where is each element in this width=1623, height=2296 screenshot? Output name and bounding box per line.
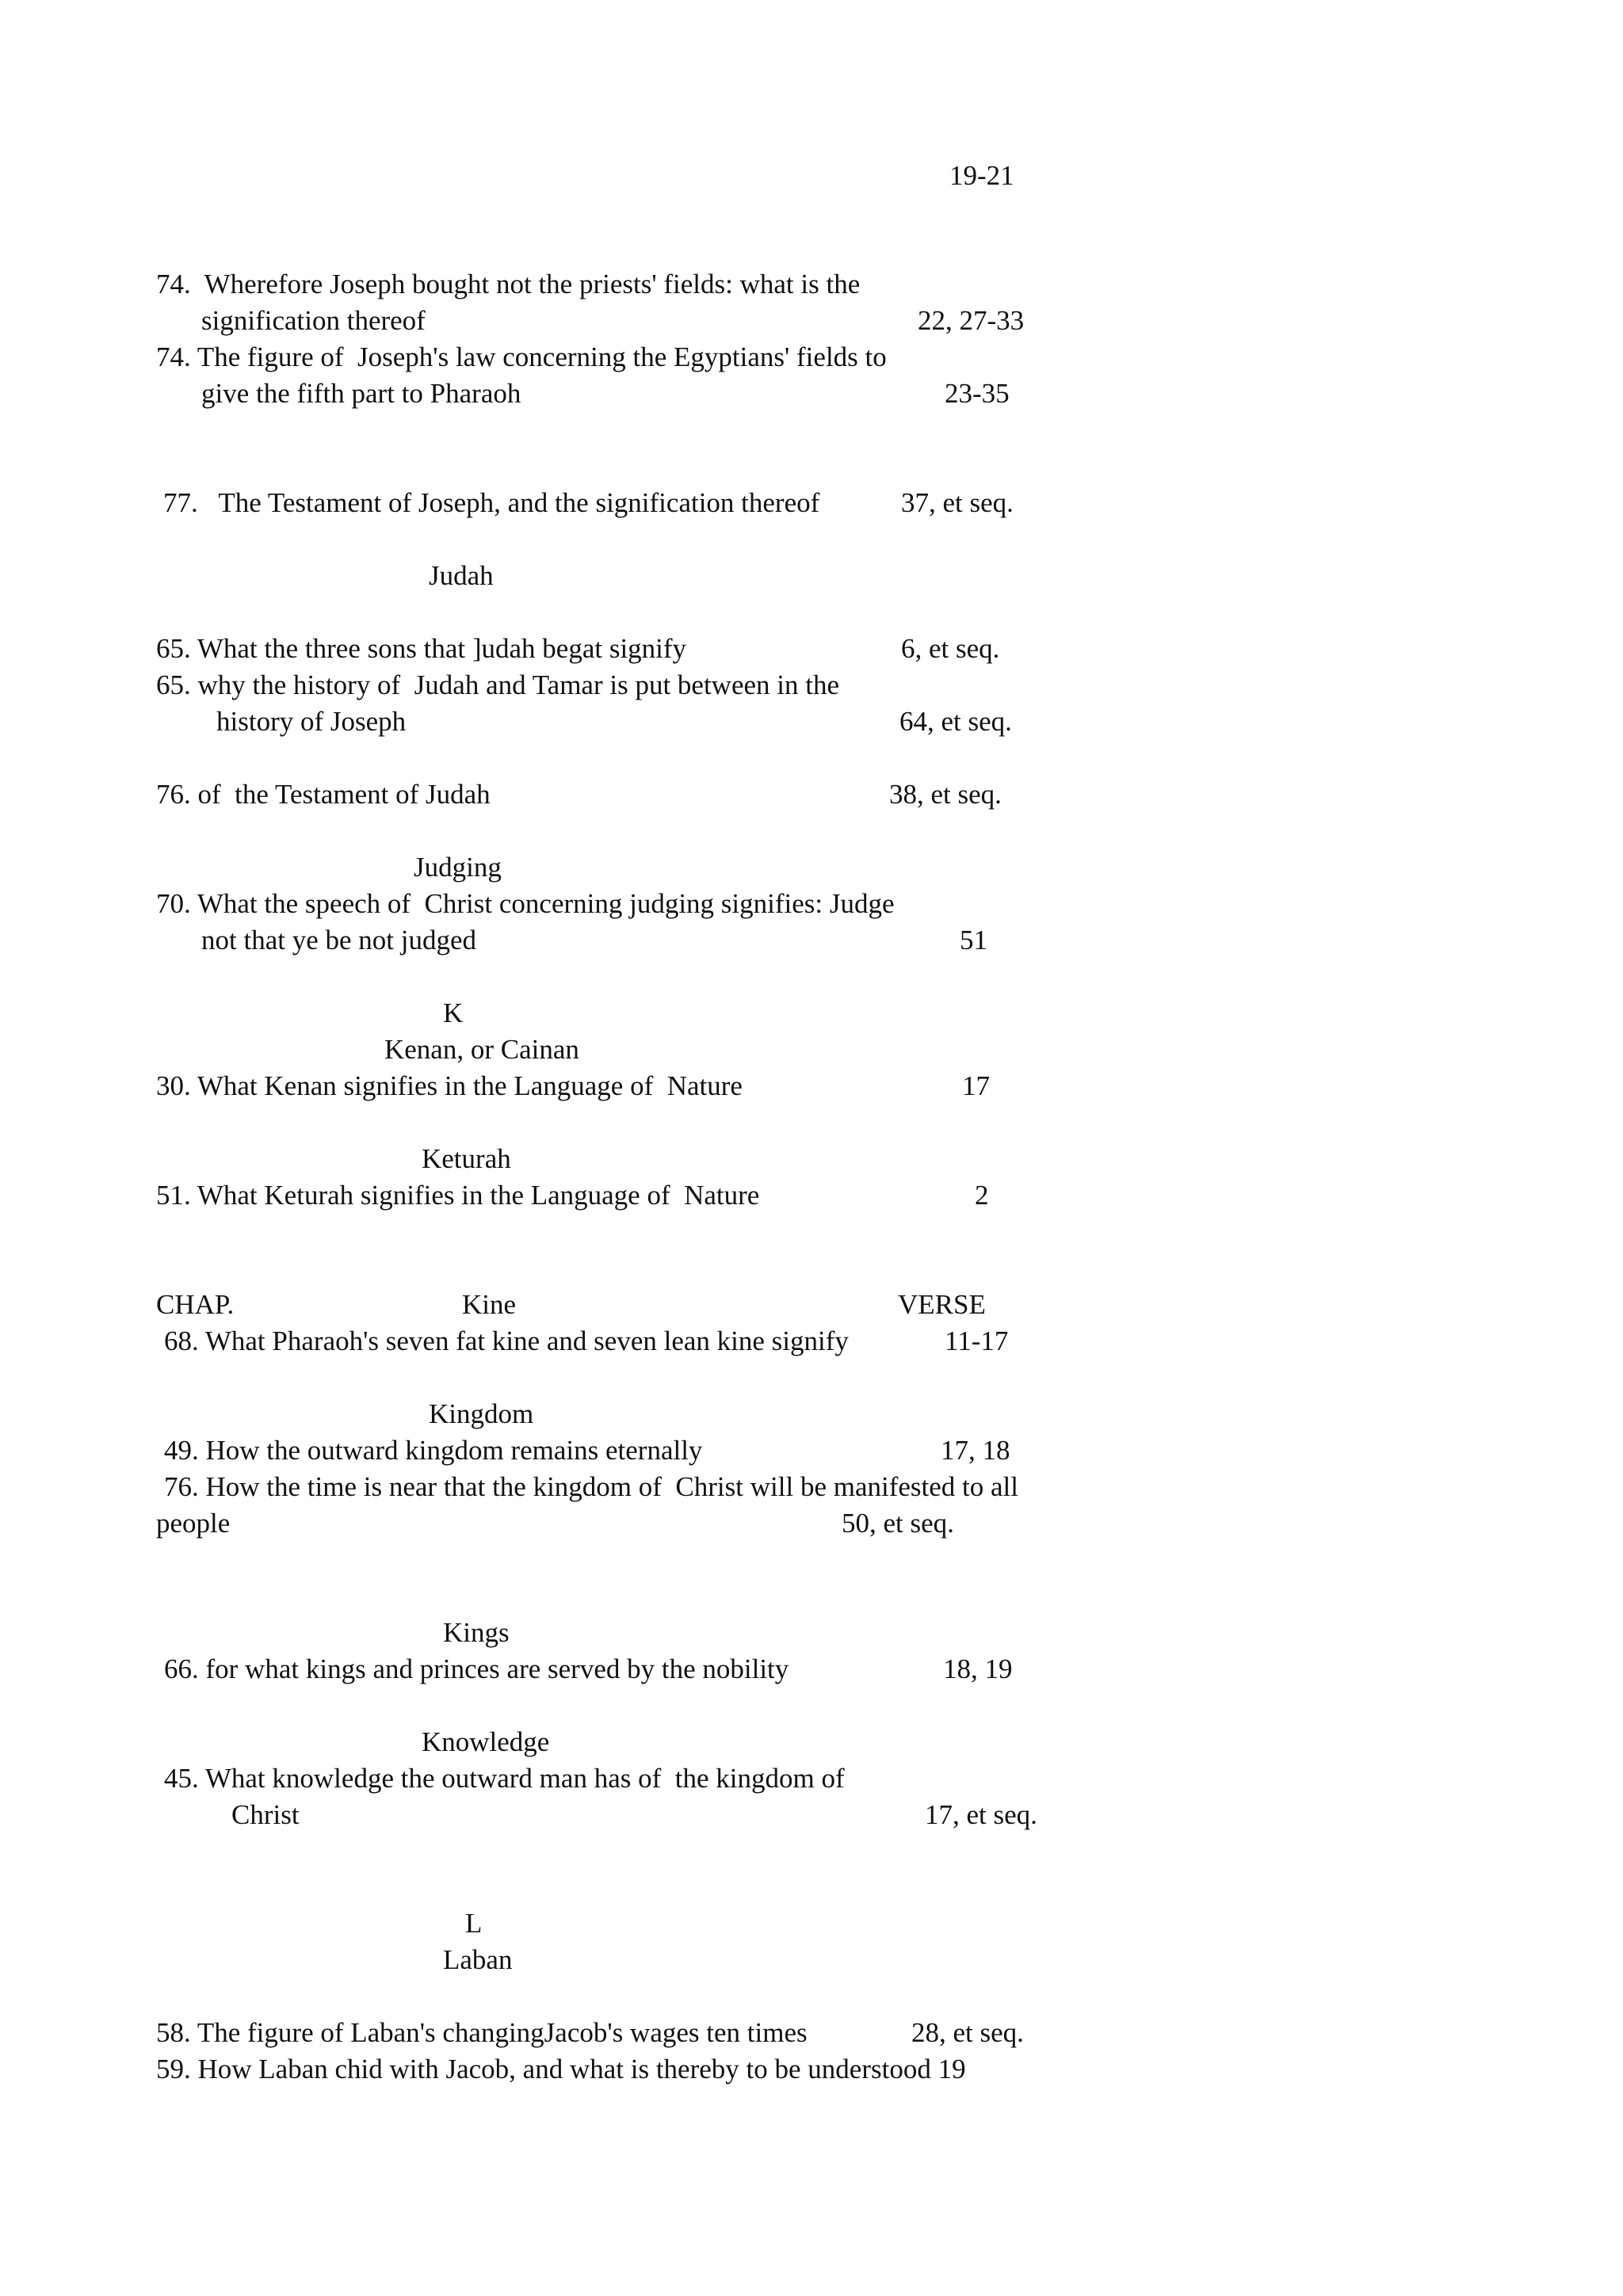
entry-line: signification thereof [201, 305, 426, 336]
entry-line: 76. How the time is near that the kingdom of Christ will be manifested to all [164, 1471, 1018, 1502]
letter-heading: K [443, 997, 464, 1028]
entry-verse: 22, 27-33 [918, 305, 1025, 336]
entry-verse: 51 [960, 925, 987, 955]
entry-verse: 37, et seq. [901, 487, 1014, 518]
entry-verse: 23-35 [945, 378, 1010, 409]
section-heading: Keturah [422, 1143, 511, 1174]
entry-verse: 17, 18 [941, 1435, 1010, 1466]
entry-line: Christ [231, 1799, 300, 1830]
entry-verse: 6, et seq. [901, 633, 1000, 664]
entry-line: 74. The figure of Joseph's law concerning the Egyptians' fields to [156, 341, 887, 372]
entry-line: 70. What the speech of Christ concerning judging signifies: Judge [156, 888, 895, 919]
entry-line: 30. What Kenan signifies in the Language of Nature [156, 1070, 743, 1101]
entry-line: 76. of the Testament of Judah [156, 779, 491, 810]
entry-line: 74. Wherefore Joseph bought not the priests' fields: what is the [156, 269, 861, 299]
column-header-chap: CHAP. [156, 1289, 235, 1320]
entry-line: 59. How Laban chid with Jacob, and what is thereby to be understood 19 [156, 2054, 966, 2084]
section-heading: Kingdom [429, 1398, 534, 1429]
entry-line: history of Joseph [216, 706, 407, 737]
entry-verse: 17 [962, 1070, 990, 1101]
section-heading: Kenan, or Cainan [384, 1034, 579, 1065]
entry-line: 77. The Testament of Joseph, and the signification thereof [163, 487, 820, 518]
letter-heading: L [465, 1908, 483, 1939]
entry-line: not that ye be not judged [201, 925, 477, 955]
section-heading: Judging [414, 852, 502, 883]
entry-line: 66. for what kings and princes are served by the nobility [164, 1653, 789, 1684]
entry-line: 65. What the three sons that ]udah begat signify [156, 633, 687, 664]
page-reference: 19-21 [949, 160, 1014, 191]
entry-line: 58. The figure of Laban's changingJacob's wages ten times [156, 2017, 808, 2048]
column-header-verse: VERSE [898, 1289, 986, 1320]
section-heading: Kine [462, 1289, 517, 1320]
entry-verse: 38, et seq. [889, 779, 1002, 810]
entry-line: give the fifth part to Pharaoh [201, 378, 521, 409]
entry-line: 68. What Pharaoh's seven fat kine and seven lean kine signify [164, 1325, 849, 1356]
section-heading: Judah [429, 560, 494, 591]
entry-line: 65. why the history of Judah and Tamar is put between in the [156, 669, 840, 700]
entry-line: 45. What knowledge the outward man has of the kingdom of [164, 1763, 845, 1794]
entry-verse: 50, et seq. [842, 1508, 954, 1539]
entry-verse: 2 [975, 1180, 989, 1211]
entry-line: 49. How the outward kingdom remains eternally [164, 1435, 703, 1466]
section-heading: Laban [443, 1944, 513, 1975]
entry-verse: 17, et seq. [925, 1799, 1037, 1830]
entry-line: people [156, 1508, 231, 1539]
entry-line: 51. What Keturah signifies in the Language of Nature [156, 1180, 760, 1211]
entry-verse: 28, et seq. [911, 2017, 1024, 2048]
entry-verse: 11-17 [945, 1325, 1009, 1356]
section-heading: Knowledge [422, 1726, 550, 1757]
section-heading: Kings [443, 1617, 510, 1648]
entry-verse: 18, 19 [943, 1653, 1013, 1684]
entry-verse: 64, et seq. [899, 706, 1012, 737]
